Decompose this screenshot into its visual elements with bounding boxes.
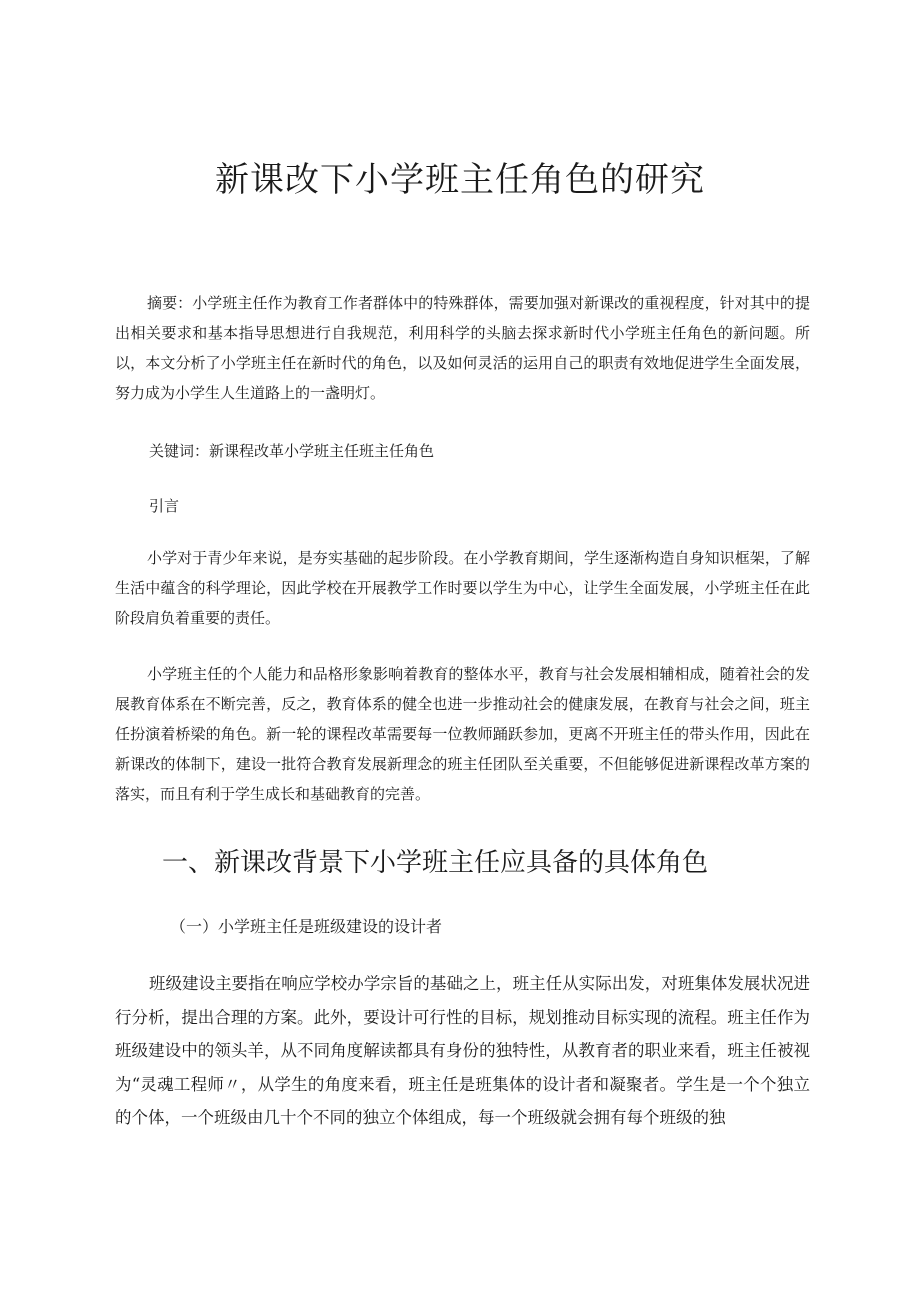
intro-heading: 引言 [149,497,180,515]
subsection-1-paragraph: 班级建设主要指在响应学校办学宗旨的基础之上，班主任从实际出发，对班集体发展状况进行分析，提出合理的方案。此外，要设计可行性的目标，规划推动目标实现的流程。班主任作为班级建设中的领头羊，从不同角度解读都具有身份的独特性，从教育者的职业来看，班主任被视为“灵魂工程师〃，从学生的角度来看，班主任是班集体的设计者和凝聚者。学生是一个个独立的个体，一个班级由几十个不同的独立个体组成，每一个班级就会拥有每个班级的独 [115,974,810,1127]
section-1-heading: 一、新课改背景下小学班主任应具备的具体角色 [162,848,709,878]
subsection-1-heading: （一）小学班主任是班级建设的设计者 [170,917,443,936]
intro-paragraph-2: 小学班主任的个人能力和品格形象影响着教育的整体水平，教育与社会发展相辅相成，随着社会的发展教育体系在不断完善，反之，教育体系的健全也进一步推动社会的健康发展，在教育与社会之间，班主任扮演着桥梁的角色。新一轮的课程改革需要每一位教师踊跃参加，更离不开班主任的带头作用，因此在新课改的体制下，建设一批符合教育发展新理念的班主任团队至关重要，不但能够促进新课程改革方案的落实，而且有利于学生成长和基础教育的完善。 [115,665,810,803]
abstract-paragraph: 摘要：小学班主任作为教育工作者群体中的特殊群体，需要加强对新课改的重视程度，针对其中的提出相关要求和基本指导思想进行自我规范，利用科学的头脑去探求新时代小学班主任角色的新问题。所以，本文分析了小学班主任在新时代的角色，以及如何灵活的运用自己的职责有效地促进学生全面发展，努力成为小学生人生道路上的一盏明灯。 [115,294,810,402]
keywords-line: 关键词：新课程改革小学班主任班主任角色 [149,442,435,460]
document-title: 新课改下小学班主任角色的研究 [215,160,705,200]
intro-paragraph-1: 小学对于青少年来说，是夯实基础的起步阶段。在小学教育期间，学生逐渐构造自身知识框架，了解生活中蕴含的科学理论，因此学校在开展教学工作时要以学生为中心，让学生全面发展，小学班主任在此阶段肩负着重要的责任。 [115,549,810,627]
